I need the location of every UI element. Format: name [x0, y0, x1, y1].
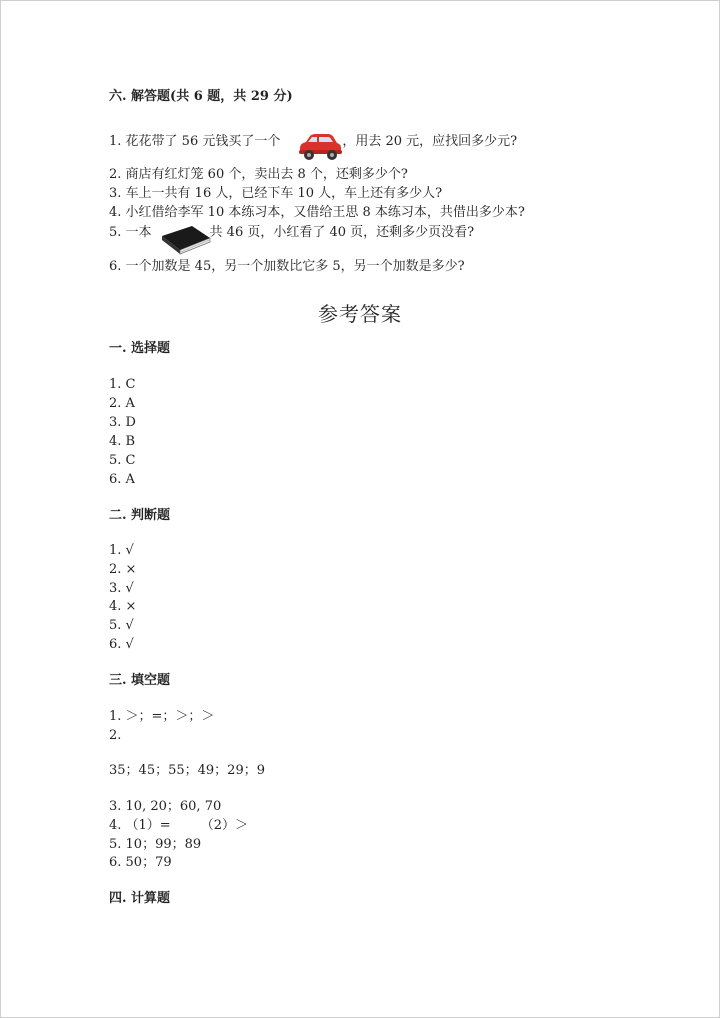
- answer-heading-fill: 三. 填空题: [109, 673, 171, 688]
- fill-answer-3: 3. 10, 20；60, 70: [109, 799, 222, 814]
- answer-heading-choice: 一. 选择题: [109, 341, 171, 356]
- answer-heading-judge: 二. 判断题: [109, 508, 171, 523]
- choice-answer-4: 4. B: [109, 434, 136, 449]
- question-2: 2. 商店有红灯笼 60 个，卖出去 8 个，还剩多少个?: [109, 167, 408, 182]
- judge-answer-1: 1. √: [109, 543, 134, 558]
- choice-answer-1: 1. C: [109, 377, 136, 392]
- choice-answer-5: 5. C: [109, 453, 136, 468]
- fill-answer-2: 2.: [109, 728, 122, 743]
- question-6: 6. 一个加数是 45，另一个加数比它多 5，另一个加数是多少?: [109, 259, 465, 274]
- fill-answer-5: 5. 10；99；89: [109, 837, 202, 852]
- answer-title: 参考答案: [318, 302, 402, 326]
- judge-answer-3: 3. √: [109, 581, 134, 596]
- black-book-icon: [158, 222, 214, 256]
- question-5-text-a: 5. 一本: [109, 225, 152, 240]
- fill-answer-4: [109, 818, 248, 834]
- judge-answer-5: 5. √: [109, 618, 134, 633]
- choice-answer-2: 2. A: [109, 396, 135, 411]
- question-3: 3. 车上一共有 16 人，已经下车 10 人，车上还有多少人?: [109, 186, 443, 201]
- question-5-text-b: 共 46 页，小红看了 40 页，还剩多少页没看?: [209, 225, 475, 240]
- choice-answer-3: 3. D: [109, 415, 136, 430]
- choice-answer-6: 6. A: [109, 472, 135, 487]
- fill-answer-4-part-2: （2）＞: [200, 818, 248, 833]
- question-1-text-a: 1. 花花带了 56 元钱买了一个: [109, 134, 281, 149]
- answer-heading-calc: 四. 计算题: [109, 891, 171, 906]
- judge-answer-2: 2. ×: [109, 562, 137, 577]
- question-1-text-b: ，用去 20 元，应找回多少元?: [342, 134, 518, 149]
- red-car-icon: [296, 131, 344, 163]
- section-heading-solve: 六. 解答题(共 6 题，共 29 分): [109, 89, 293, 104]
- fill-answer-2-values: 35；45；55；49；29；9: [109, 763, 265, 778]
- judge-answer-6: 6. √: [109, 637, 134, 652]
- fill-answer-1: 1. ＞；=；＞；＞: [109, 709, 215, 724]
- judge-answer-4: 4. ×: [109, 599, 137, 614]
- question-4: 4. 小红借给李军 10 本练习本，又借给王思 8 本练习本，共借出多少本?: [109, 205, 525, 220]
- fill-answer-6: 6. 50；79: [109, 855, 172, 870]
- fill-answer-4-part-1: 4. （1）=: [109, 818, 171, 833]
